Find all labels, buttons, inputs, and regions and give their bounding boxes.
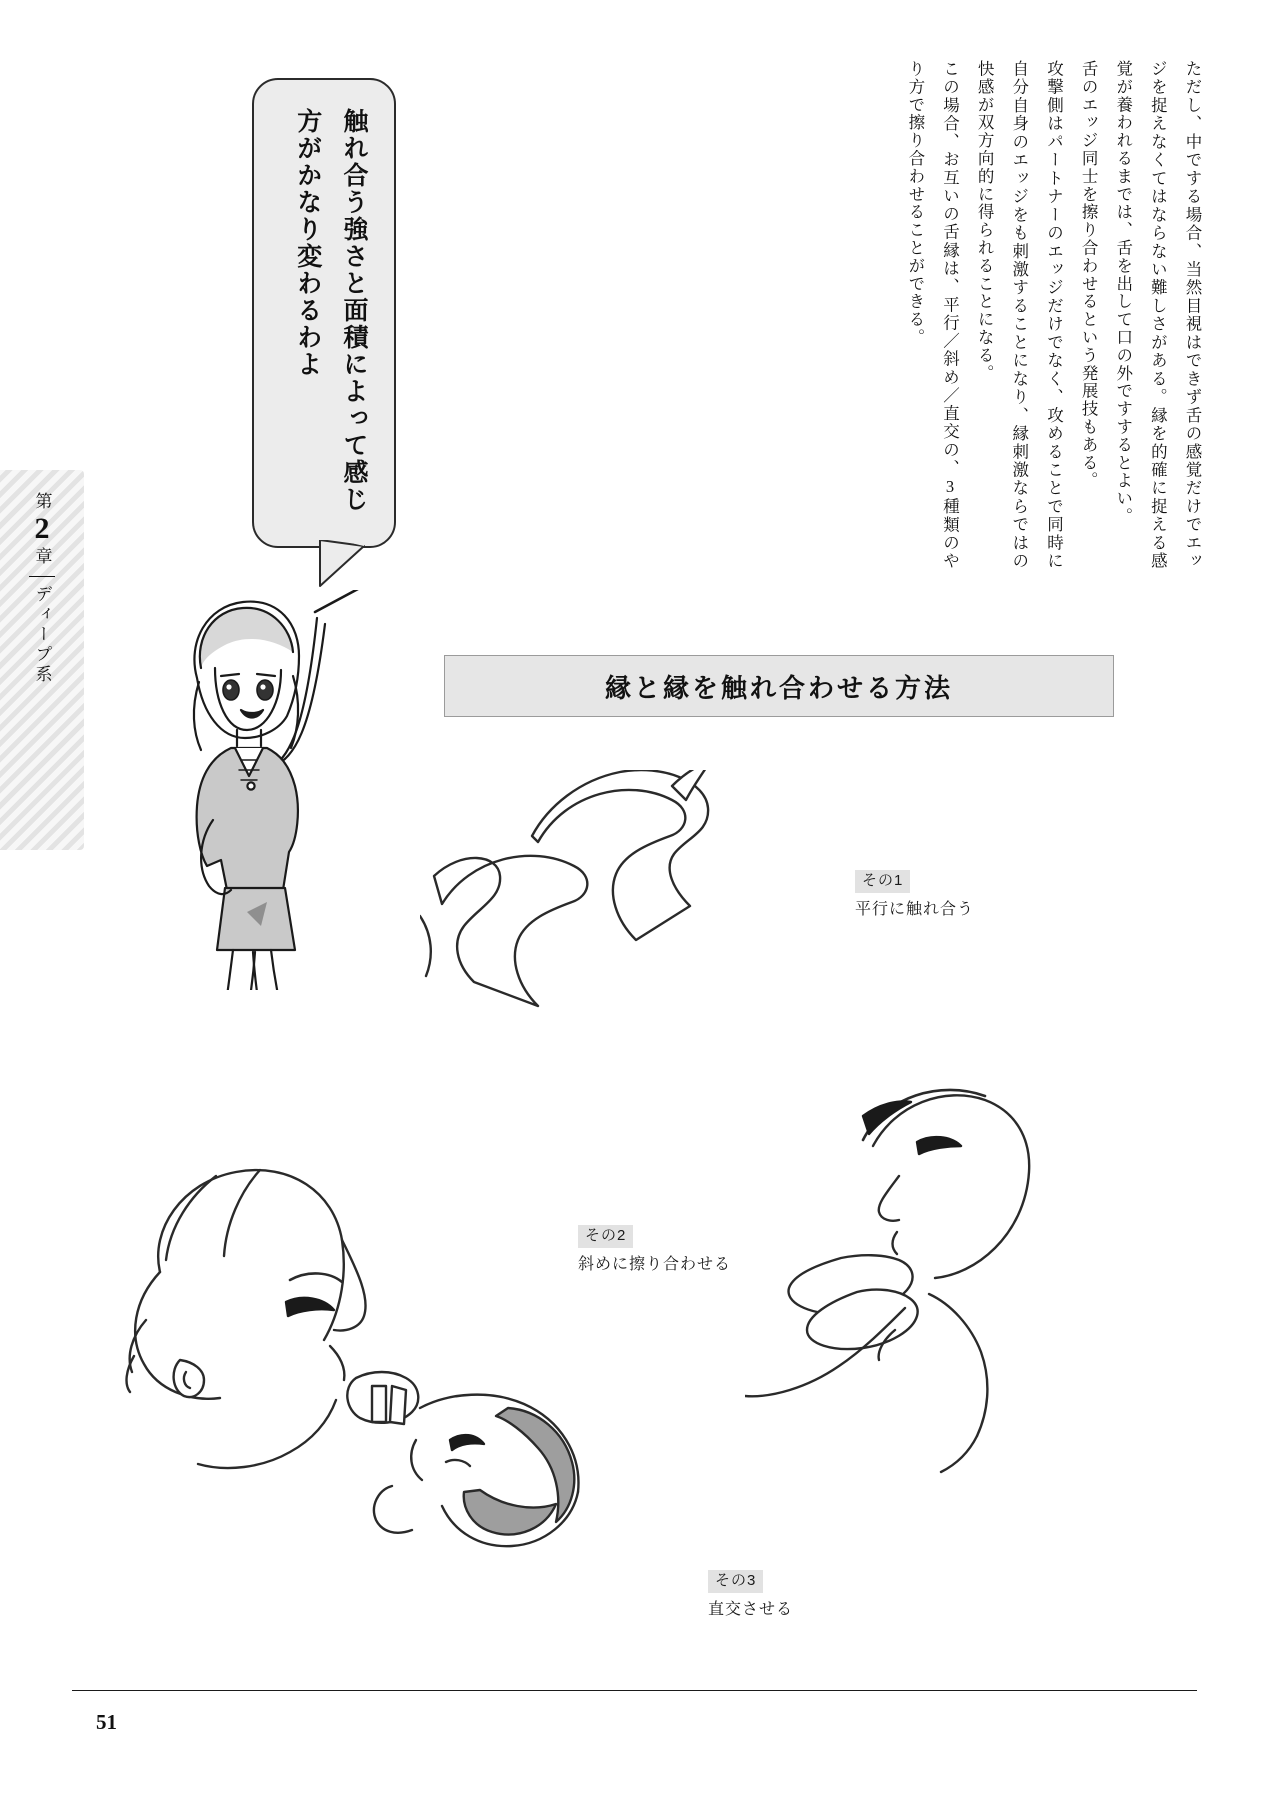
body-paragraph-2: 舌のエッジ同士を擦り合わせるという発展技もある。: [1079, 60, 1099, 490]
chapter-tab: [0, 470, 84, 850]
chapter-number: 2: [34, 512, 50, 545]
figure-caption-3: [708, 1570, 793, 1621]
figure-description-2: 斜めに擦り合わせる: [578, 1256, 732, 1273]
chapter-divider: [29, 576, 55, 577]
figure-label-2: その2: [578, 1225, 633, 1248]
body-text-column: [897, 60, 1209, 570]
chapter-prefix: 第: [32, 492, 52, 511]
crossed-tongues-kiss-illustration: [120, 1140, 700, 1565]
figure-description-3: 直交させる: [708, 1601, 794, 1618]
footer-divider: [72, 1690, 1197, 1691]
tongues-parallel-illustration: [420, 770, 840, 1025]
figure-caption-1: [855, 870, 974, 921]
page-number: 51: [96, 1710, 117, 1734]
speech-bubble: [252, 78, 396, 548]
figure-label-3: その3: [708, 1570, 763, 1593]
chapter-title: ディープ系: [32, 585, 52, 685]
body-paragraph-1: ただし、中でする場合、当然目視はできず舌の感覚だけでエッジを捉えなくてはならない難しさがある。縁を的確に捉える感覚が養われるまでは、舌を出して口の外ですするとよい。: [1113, 60, 1202, 570]
section-heading-title: 縁と縁を触れ合わせる方法: [604, 673, 953, 703]
body-paragraph-4: この場合、お互いの舌縁は、平行／斜め／直交の、3種類のやり方で擦り合わせることができる。: [905, 60, 960, 570]
figure-label-1: その1: [855, 870, 910, 893]
teacher-character-illustration: [175, 590, 405, 995]
figure-description-1: 平行に触れ合う: [855, 901, 975, 918]
side-profile-kiss-illustration: [745, 1080, 1065, 1485]
chapter-tab-inner: [0, 470, 84, 850]
body-paragraph-3: 攻撃側はパートナーのエッジだけでなく、攻めることで同時に自分自身のエッジをも刺激することになり、縁刺激ならではの快感が双方向的に得られることになる。: [975, 60, 1064, 570]
speech-bubble-text: 触れ合う強さと面積によって感じ方がかなり変わるわよ: [293, 108, 367, 513]
section-heading-band: [444, 655, 1114, 717]
chapter-suffix: 章: [32, 547, 52, 566]
